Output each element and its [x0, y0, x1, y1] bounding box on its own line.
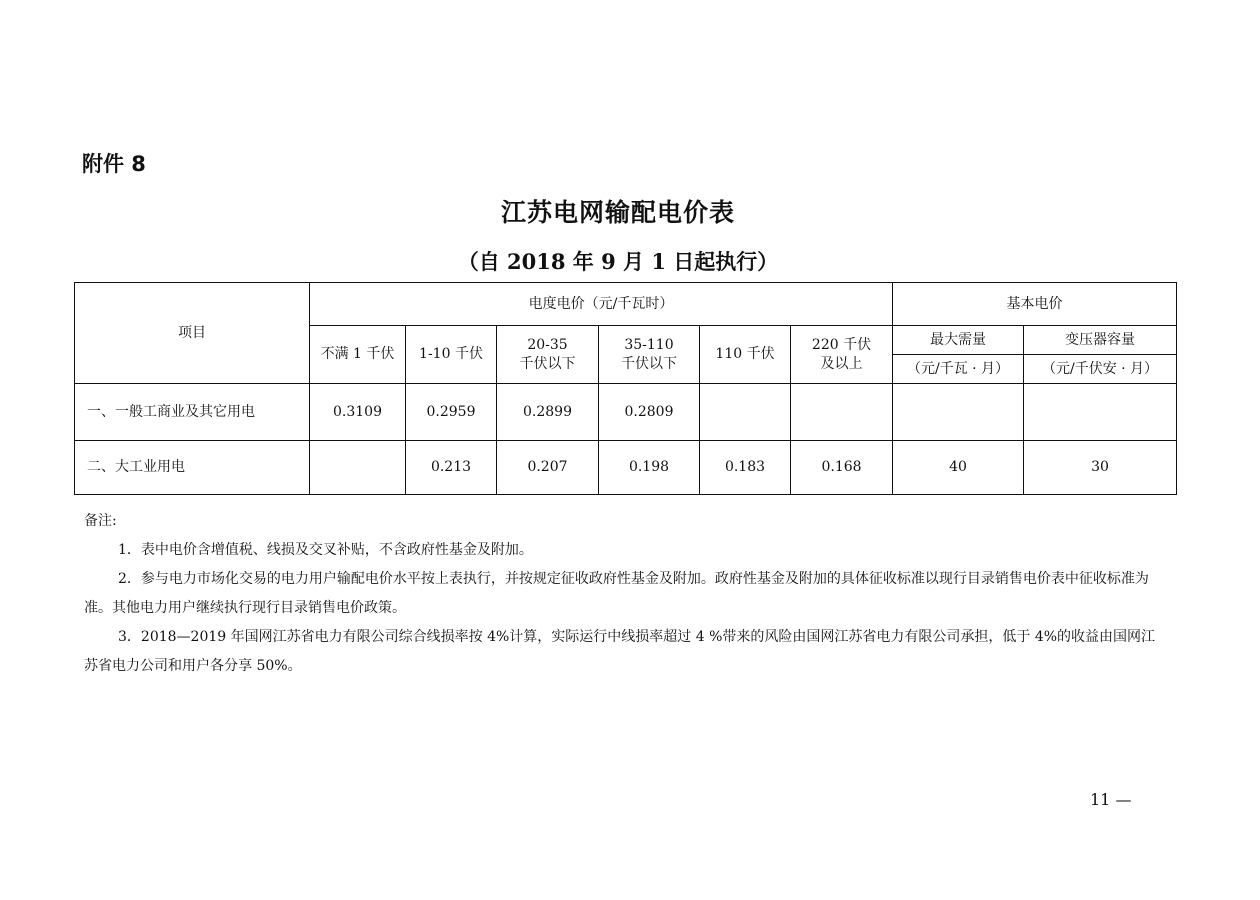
transformer-capacity-unit: （元/千伏安 · 月）: [1024, 355, 1177, 384]
max-demand-unit: （元/千瓦 · 月）: [893, 355, 1024, 384]
table-cell: 0.198: [599, 441, 700, 495]
table-row: [75, 384, 1177, 441]
note-item: 1．表中电价含增值税、线损及交叉补贴，不含政府性基金及附加。: [118, 542, 533, 558]
voltage-header-110kv: 110 千伏: [700, 326, 791, 384]
voltage-header-220kv: 220 千伏 及以上: [791, 326, 893, 384]
table-cell: 0.168: [791, 441, 893, 495]
table-cell: 30: [1024, 441, 1177, 495]
note-item: 3．2018—2019 年国网江苏省电力有限公司综合线损率按 4%计算，实际运行中线损率超过 4 %带来的风险由国网江苏省电力有限公司承担，低于 4%的收益由国网江苏省电力公司和用户各分享 50%。: [84, 629, 1156, 674]
annex-label: 附件 8: [82, 152, 146, 176]
voltage-header-lt1kv: 不满 1 千伏: [310, 326, 406, 384]
tariff-table: [74, 282, 1177, 495]
table-cell: 40: [893, 441, 1024, 495]
table-cell: 0.213: [406, 441, 497, 495]
voltage-header-1-10kv: 1-10 千伏: [406, 326, 497, 384]
item-header: 项目: [75, 283, 310, 384]
table-cell: [893, 384, 1024, 441]
table-cell: [700, 384, 791, 441]
notes-heading: 备注:: [84, 513, 117, 529]
note-item: 2．参与电力市场化交易的电力用户输配电价水平按上表执行，并按规定征收政府性基金及附加。政府性基金及附加的具体征收标准以现行目录销售电价表中征收标准为准。其他电力用户继续执行现行目录销售电价政策。: [84, 571, 1149, 616]
table-cell: [310, 441, 406, 495]
row-label: 二、大工业用电: [75, 441, 310, 495]
basic-price-group-header: 基本电价: [893, 283, 1177, 326]
table-cell: 0.207: [497, 441, 599, 495]
max-demand-header: 最大需量: [893, 326, 1024, 355]
table-cell: 0.183: [700, 441, 791, 495]
table-cell: [791, 384, 893, 441]
table-cell: [1024, 384, 1177, 441]
row-label: 一、一般工商业及其它用电: [75, 384, 310, 441]
transformer-capacity-header: 变压器容量: [1024, 326, 1177, 355]
table-row: [75, 441, 1177, 495]
page-number: 11 —: [1090, 790, 1132, 809]
document-subtitle: （自 2018 年 9 月 1 日起执行）: [457, 249, 779, 274]
voltage-header-20-35kv: 20-35 千伏以下: [497, 326, 599, 384]
energy-price-group-header: 电度电价（元/千瓦时）: [310, 283, 893, 326]
table-cell: 0.3109: [310, 384, 406, 441]
notes-section: [84, 507, 1164, 681]
voltage-header-35-110kv: 35-110 千伏以下: [599, 326, 700, 384]
table-cell: 0.2809: [599, 384, 700, 441]
document-title: 江苏电网输配电价表: [500, 198, 735, 227]
table-cell: 0.2899: [497, 384, 599, 441]
table-cell: 0.2959: [406, 384, 497, 441]
